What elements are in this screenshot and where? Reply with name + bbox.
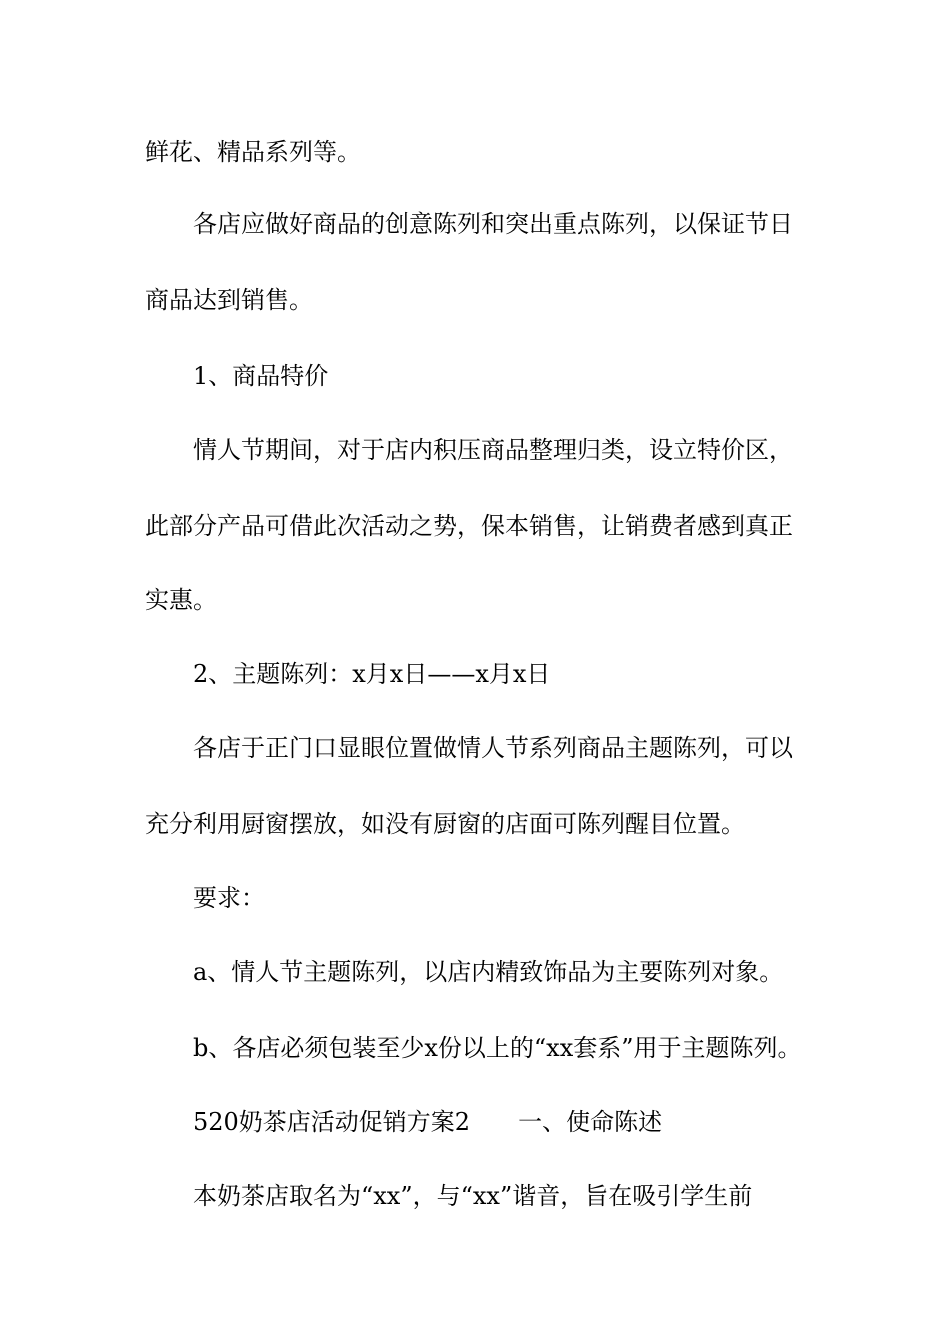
- paragraph-line: 此部分产品可借此次活动之势，保本销售，让销费者感到真正: [145, 512, 793, 540]
- section-heading-line: [193, 1106, 662, 1138]
- section-title: 520奶茶店活动促销方案2: [193, 1108, 471, 1136]
- paragraph-line: 本奶茶店取名为“xx”，与“xx”谐音，旨在吸引学生前: [193, 1182, 753, 1210]
- list-item: a、情人节主题陈列，以店内精致饰品为主要陈列对象。: [193, 958, 784, 986]
- paragraph-line: 实惠。: [145, 586, 217, 614]
- section-subtitle: 一、使命陈述: [518, 1108, 663, 1136]
- paragraph-line: 各店应做好商品的创意陈列和突出重点陈列，以保证节日: [193, 210, 793, 238]
- paragraph-line: 要求：: [193, 884, 265, 912]
- list-heading: 1、商品特价: [193, 362, 329, 390]
- paragraph-line: 充分利用厨窗摆放，如没有厨窗的店面可陈列醒目位置。: [145, 810, 745, 838]
- list-item: b、各店必须包装至少x份以上的“xx套系”用于主题陈列。: [193, 1034, 802, 1062]
- paragraph-line: 各店于正门口显眼位置做情人节系列商品主题陈列，可以: [193, 734, 793, 762]
- paragraph-line: 商品达到销售。: [145, 286, 313, 314]
- paragraph-line: 鲜花、精品系列等。: [145, 138, 361, 166]
- list-heading: 2、主题陈列：x月x日——x月x日: [193, 660, 551, 688]
- paragraph-line: 情人节期间，对于店内积压商品整理归类，设立特价区，: [193, 436, 793, 464]
